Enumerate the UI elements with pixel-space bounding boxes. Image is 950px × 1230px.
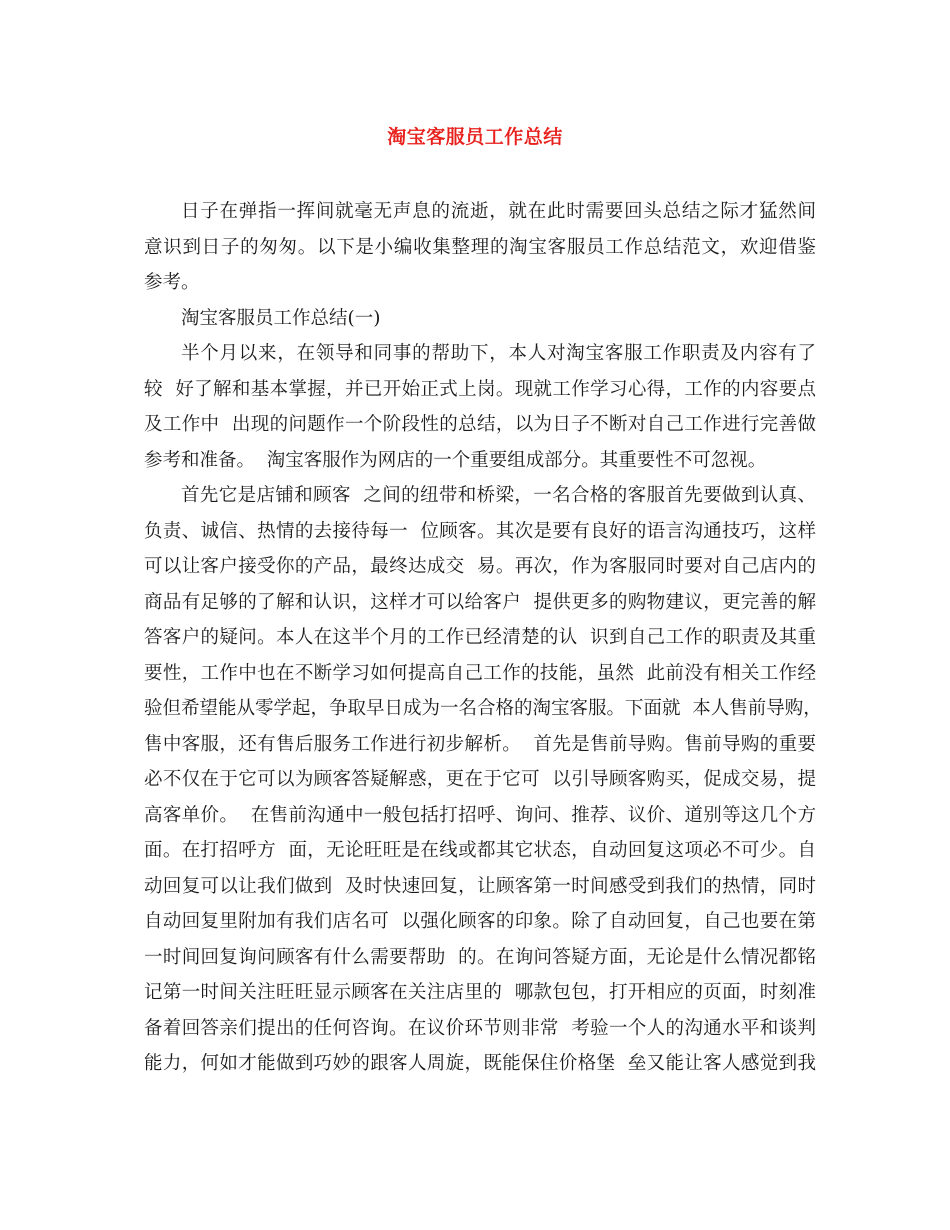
text-line: 必不仅在于它可以为顾客答疑解惑，更在于它可 以引导顾客购买，促成交易，提 [144, 769, 816, 790]
text-line: 意识到日子的匆匆。以下是小编收集整理的淘宝客服员工作总结范文，欢迎借鉴 [144, 236, 816, 258]
text-line: 商品有足够的了解和认识，这样才可以给客户 提供更多的购物建议，更完善的解 [144, 591, 816, 613]
text-line: 售中客服，还有售后服务工作进行初步解析。 首先是售前导购。售前导购的重要 [144, 733, 816, 755]
text-line: 及工作中 出现的问题作一个阶段性的总结，以为日子不断对自己工作进行完善做 [144, 414, 816, 435]
text-line: 首先它是店铺和顾客 之间的纽带和桥梁，一名合格的客服首先要做到认真、 [181, 485, 816, 506]
text-line: 一时间回复询问顾客有什么需要帮助 的。在询问答疑方面，无论是什么情况都铭 [144, 946, 816, 968]
document-title: 淘宝客服员工作总结 [387, 126, 563, 148]
text-line: 备着回答亲们提出的任何咨询。在议价环节则非常 考验一个人的沟通水平和谈判 [144, 1017, 816, 1039]
text-line: 自动回复里附加有我们店名可 以强化顾客的印象。除了自动回复，自己也要在第 [144, 911, 816, 932]
text-line: 答客户的疑问。本人在这半个月的工作已经清楚的认 识到自己工作的职责及其重 [144, 627, 816, 648]
text-line: 要性，工作中也在不断学习如何提高自己工作的技能，虽然 此前没有相关工作经 [144, 662, 816, 684]
text-line: 记第一时间关注旺旺显示顾客在关注店里的 哪款包包，打开相应的页面，时刻准 [144, 982, 816, 1003]
text-line: 负责、诚信、热情的去接待每一 位顾客。其次是要有良好的语言沟通技巧，这样 [144, 520, 816, 542]
text-line: 面。在打招呼方 面，无论旺旺是在线或都其它状态，自动回复这项必不可少。自 [144, 840, 816, 861]
text-line: 高客单价。 在售前沟通中一般包括打招呼、询问、推荐、议价、道别等这几个方 [144, 804, 816, 826]
text-line: 可以让客户接受你的产品，最终达成交 易。再次，作为客服同时要对自己店内的 [144, 556, 816, 577]
text-line: 半个月以来，在领导和同事的帮助下，本人对淘宝客服工作职责及内容有了 [181, 343, 816, 364]
text-line: 日子在弹指一挥间就毫无声息的流逝，就在此时需要回头总结之际才猛然间 [181, 201, 816, 222]
text-line: 淘宝客服员工作总结(一) [181, 307, 381, 329]
text-line: 较 好了解和基本掌握，并已开始正式上岗。现就工作学习心得，工作的内容要点 [144, 378, 816, 400]
document-body [144, 194, 822, 1082]
text-line: 参考。 [144, 272, 200, 293]
text-line: 动回复可以让我们做到 及时快速回复，让顾客第一时间感受到我们的热情，同时 [144, 875, 816, 897]
text-line: 验但希望能从零学起，争取早日成为一名合格的淘宝客服。下面就 本人售前导购， [144, 698, 822, 719]
text-line: 能力，何如才能做到巧妙的跟客人周旋，既能保住价格堡 垒又能让客人感觉到我 [144, 1053, 816, 1074]
text-line: 参考和准备。 淘宝客服作为网店的一个重要组成部分。其重要性不可忽视。 [144, 449, 767, 471]
